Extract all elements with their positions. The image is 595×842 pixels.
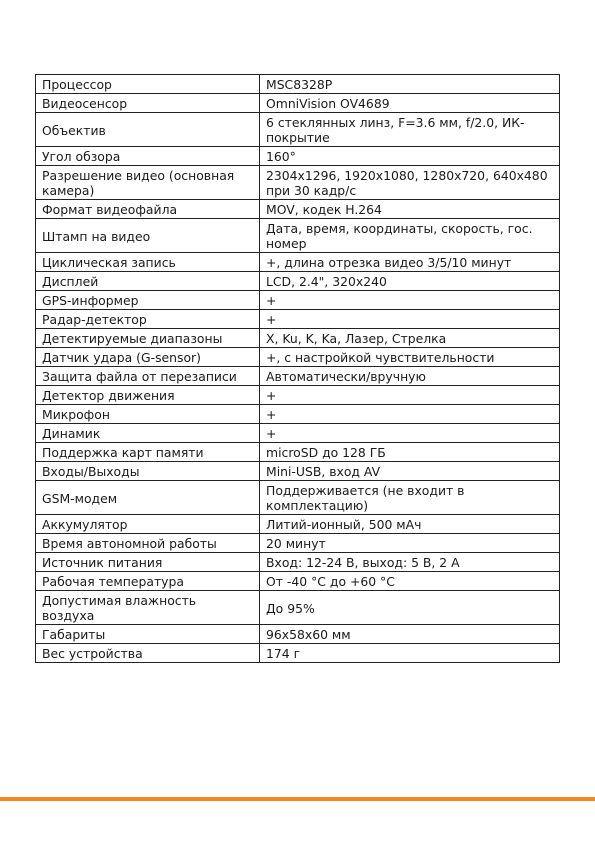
spec-label: Входы/Выходы bbox=[36, 462, 260, 481]
spec-value: MOV, кодек H.264 bbox=[260, 200, 560, 219]
spec-label: Процессор bbox=[36, 75, 260, 94]
spec-label: Штамп на видео bbox=[36, 219, 260, 253]
spec-label: Радар-детектор bbox=[36, 310, 260, 329]
spec-label: Видеосенсор bbox=[36, 94, 260, 113]
table-row bbox=[36, 291, 560, 310]
table-row bbox=[36, 310, 560, 329]
table-row bbox=[36, 386, 560, 405]
spec-value: + bbox=[260, 386, 560, 405]
spec-label: Рабочая температура bbox=[36, 572, 260, 591]
specifications-body bbox=[36, 75, 560, 663]
spec-value: Вход: 12-24 В, выход: 5 В, 2 А bbox=[260, 553, 560, 572]
spec-value: Дата, время, координаты, скорость, гос. номер bbox=[260, 219, 560, 253]
table-row bbox=[36, 219, 560, 253]
spec-label: Время автономной работы bbox=[36, 534, 260, 553]
spec-label: Угол обзора bbox=[36, 147, 260, 166]
table-row bbox=[36, 348, 560, 367]
spec-value: 6 стеклянных линз, F=3.6 мм, f/2.0, ИК-покрытие bbox=[260, 113, 560, 147]
spec-label: Динамик bbox=[36, 424, 260, 443]
table-row bbox=[36, 405, 560, 424]
spec-label: Поддержка карт памяти bbox=[36, 443, 260, 462]
table-row bbox=[36, 113, 560, 147]
table-row bbox=[36, 367, 560, 386]
spec-label: Датчик удара (G-sensor) bbox=[36, 348, 260, 367]
spec-value: LCD, 2.4", 320x240 bbox=[260, 272, 560, 291]
table-row bbox=[36, 253, 560, 272]
spec-value: 96x58x60 мм bbox=[260, 625, 560, 644]
table-row bbox=[36, 462, 560, 481]
spec-value: +, длина отрезка видео 3/5/10 минут bbox=[260, 253, 560, 272]
spec-value: 2304x1296, 1920x1080, 1280x720, 640x480 при 30 кадр/с bbox=[260, 166, 560, 200]
spec-value: +, с настройкой чувствительности bbox=[260, 348, 560, 367]
spec-label: Детектируемые диапазоны bbox=[36, 329, 260, 348]
spec-label: Аккумулятор bbox=[36, 515, 260, 534]
specifications-table bbox=[35, 74, 560, 663]
table-row bbox=[36, 329, 560, 348]
spec-value: Литий-ионный, 500 мАч bbox=[260, 515, 560, 534]
table-row bbox=[36, 166, 560, 200]
table-row bbox=[36, 147, 560, 166]
table-row bbox=[36, 200, 560, 219]
spec-value: + bbox=[260, 424, 560, 443]
spec-value: 160° bbox=[260, 147, 560, 166]
spec-value: Поддерживается (не входит в комплектацию) bbox=[260, 481, 560, 515]
spec-label: Вес устройства bbox=[36, 644, 260, 663]
table-row bbox=[36, 534, 560, 553]
spec-label: Защита файла от перезаписи bbox=[36, 367, 260, 386]
table-row bbox=[36, 481, 560, 515]
spec-label: Детектор движения bbox=[36, 386, 260, 405]
spec-label: Объектив bbox=[36, 113, 260, 147]
table-row bbox=[36, 443, 560, 462]
spec-value: X, Ku, K, Ka, Лазер, Стрелка bbox=[260, 329, 560, 348]
table-row bbox=[36, 553, 560, 572]
spec-value: Mini-USB, вход AV bbox=[260, 462, 560, 481]
spec-value: MSC8328P bbox=[260, 75, 560, 94]
spec-label: Циклическая запись bbox=[36, 253, 260, 272]
footer-accent-line bbox=[0, 797, 595, 801]
table-row bbox=[36, 272, 560, 291]
spec-value: До 95% bbox=[260, 591, 560, 625]
spec-label: GPS-информер bbox=[36, 291, 260, 310]
spec-label: Дисплей bbox=[36, 272, 260, 291]
table-row bbox=[36, 644, 560, 663]
table-row bbox=[36, 515, 560, 534]
spec-label: Разрешение видео (основная камера) bbox=[36, 166, 260, 200]
spec-label: Источник питания bbox=[36, 553, 260, 572]
table-row bbox=[36, 572, 560, 591]
spec-label: Габариты bbox=[36, 625, 260, 644]
spec-value: OmniVision OV4689 bbox=[260, 94, 560, 113]
spec-label: Формат видеофайла bbox=[36, 200, 260, 219]
spec-label: Допустимая влажность воздуха bbox=[36, 591, 260, 625]
table-row bbox=[36, 591, 560, 625]
spec-label: Микрофон bbox=[36, 405, 260, 424]
spec-label: GSM-модем bbox=[36, 481, 260, 515]
table-row bbox=[36, 424, 560, 443]
spec-value: microSD до 128 ГБ bbox=[260, 443, 560, 462]
spec-value: От -40 °С до +60 °С bbox=[260, 572, 560, 591]
table-row bbox=[36, 75, 560, 94]
table-row bbox=[36, 625, 560, 644]
table-row bbox=[36, 94, 560, 113]
spec-value: + bbox=[260, 310, 560, 329]
spec-value: 20 минут bbox=[260, 534, 560, 553]
spec-value: Автоматически/вручную bbox=[260, 367, 560, 386]
spec-value: 174 г bbox=[260, 644, 560, 663]
spec-value: + bbox=[260, 405, 560, 424]
spec-value: + bbox=[260, 291, 560, 310]
